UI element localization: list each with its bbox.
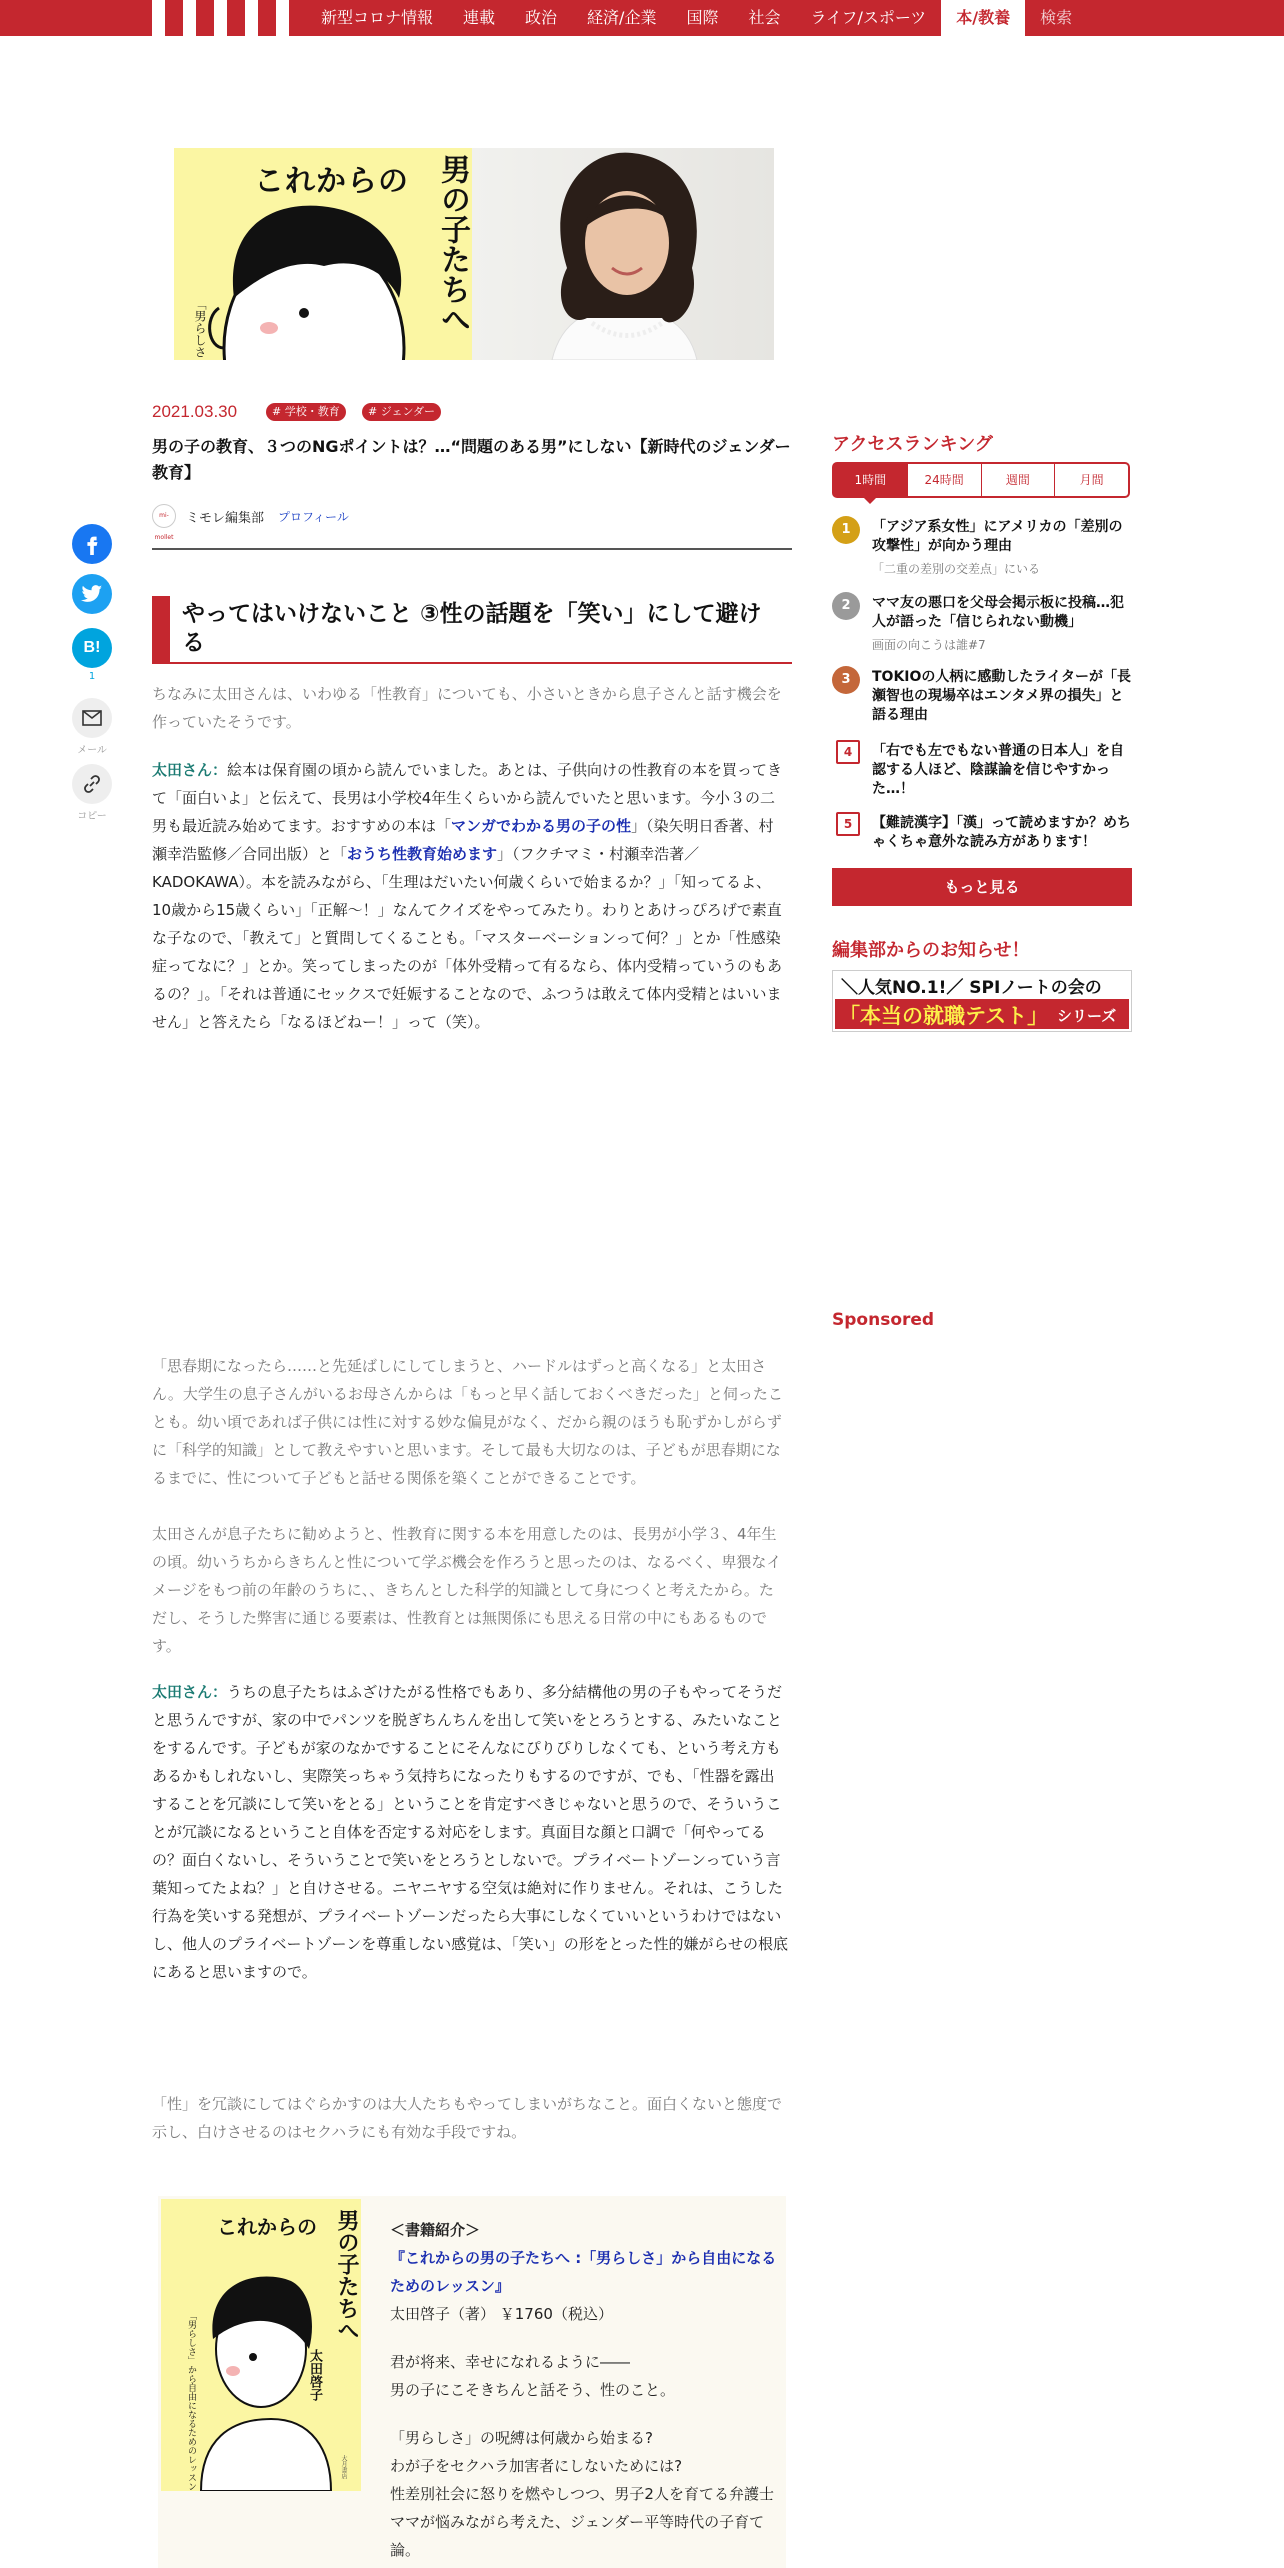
book-title-link[interactable]: 『これからの男の子たちへ :「男らしさ」から自由になるためのレッスン』	[390, 2249, 777, 2295]
share-facebook[interactable]	[70, 524, 114, 564]
book-cover-title-vertical: 男の子たちへ	[334, 2209, 359, 2341]
body-text: うちの息子たちはふざけたがる性格でもあり、多分結構他の男の子もやってそうだと思うんですが、家の中でパンツを脱ぎちんちんを出して笑いをとろうとする、みたいなことをするんです。子どもが家のなかですることにそんなにぴりぴりしなくても、という考え方もあるかもしれないし、実際笑っちゃう気持ちになったりもするのですが、でも、「性器を露出することを冗談にして笑いをとる」ということを肯定すべきじゃないと思うので、そういうことが冗談になるということ自体を否定する対応をします。真面目な顔と口調で「何やってるの？面白くないし、そういうことで笑いをとろうとしないで。プライベートゾーンっていう言葉知ってたよね？」と自けさせる。ニヤニヤする空気は絶対に作りません。それは、こうした行為を笑いする発想が、プライベートゾーンだったら大事にしなくていいというわけではないし、他人のプライベートゾーンを尊重しない感覚は、「笑い」の形をとった性的嫌がらせの根底にあると思いますので。	[152, 1683, 789, 1981]
speaker-label: 太田さん：	[152, 1683, 228, 1701]
section-heading-text: やってはいけないこと ③性の話題を「笑い」にして避ける	[182, 601, 762, 656]
ranking-item[interactable]	[832, 812, 1132, 858]
ranking-item-title[interactable]: TOKIOの人柄に感動したライターが「長瀬智也の現場卒はエンタメ界の損失」と語る理由	[872, 669, 1131, 723]
rank-number-badge: 5	[836, 812, 860, 836]
rank-gold-badge: 1	[832, 516, 860, 544]
tab-monthly[interactable]: 月間	[1054, 464, 1128, 496]
book-desc-1: 君が将来、幸せになれるように――	[390, 2353, 631, 2371]
ranking-item-title[interactable]: 【難読漢字】「漢」って読めますか？めちゃくちゃ意外な読み方があります！	[872, 815, 1131, 850]
body-paragraph-5	[152, 1678, 788, 1986]
book-link-ouchi[interactable]: おうち性教育始めます	[347, 845, 498, 863]
body-text: 」（フクチマミ・村瀬幸浩著／KADOKAWA）。本を読みながら、「生理はだいたい何歳くらいで始まるか？」「知ってるよ、10歳から15歳くらい」「正解～！」なんてクイズをやってみたり。わりとあけっぴろげで素直な子なので、「教えて」と質問してくることも。「マスターベーションって何？」とか「性感染症ってなに？」とか。笑ってしまったのが「体外受精って有るなら、体内受精っていうのもあるの？」。「それは普通にセックスで妊娠することなので、ふつうは敢えて体内受精とはいいません」と答えたら「なるほどねー！」って（笑）。	[152, 845, 783, 1031]
ranking-item-title[interactable]: 「右でも左でもない普通の日本人」を自認する人ほど、陰謀論を信じやすかった…！	[872, 743, 1124, 797]
nav-search[interactable]: 検索	[1040, 8, 1073, 27]
nav-menu	[306, 0, 1087, 36]
book-cover-title: これからの	[217, 2215, 317, 2239]
ranking-title: アクセスランキング	[832, 434, 993, 455]
ranking-item-sub: 画面の向こうは誰#7	[872, 638, 986, 652]
twitter-icon[interactable]	[72, 574, 112, 614]
rank-silver-badge: 2	[832, 592, 860, 620]
book-cover-publisher: 大月書店	[340, 2455, 347, 2479]
hero-illustration	[174, 148, 472, 360]
book-desc-5-text: 性差別社会に怒りを燃やしつつ、男子2人を育てる弁護士ママが悩みながら考えた、ジェンダー平等時代の子育て論。	[390, 2485, 774, 2559]
share-mail[interactable]	[70, 698, 114, 756]
ranking-tabs	[832, 462, 1130, 498]
title-divider	[152, 548, 792, 550]
nav-item-society[interactable]: 社会	[748, 8, 781, 27]
more-button[interactable]: もっと見る	[832, 868, 1132, 906]
share-twitter[interactable]	[70, 574, 114, 614]
book-heading: ＜書籍紹介＞	[390, 2221, 481, 2239]
hero-image	[174, 148, 774, 360]
rank-number-badge: 4	[836, 740, 860, 764]
tag-gender[interactable]: # ジェンダー	[362, 403, 441, 421]
tab-24hours[interactable]: 24時間	[907, 464, 981, 496]
mail-label: メール	[77, 745, 107, 756]
hero-subtitle: 「男らしさ	[193, 298, 207, 358]
ranking-item[interactable]	[832, 516, 1132, 576]
nav-item-politics[interactable]: 政治	[525, 8, 558, 27]
nav-item-books[interactable]: 本/教養	[941, 0, 1025, 36]
nav-item-international[interactable]: 国際	[686, 8, 719, 27]
nav-item-series[interactable]: 連載	[463, 8, 496, 27]
section-heading	[152, 596, 792, 664]
body-text: 絵本は保育園の頃から読んでいました。あとは、子供向けの性教育の本を買ってきて「面白いよ」と伝えて、長男は小学校4年生くらいから読んでいたと思います。今小３の二男も最近読み始めてます。おすすめの本は「	[152, 761, 783, 835]
banner-line-2: 「本当の就職テスト」	[839, 1004, 1049, 1028]
ranking-item-title[interactable]: ママ友の悪口を父母会掲示板に投稿…犯人が語った「信じられない動機」	[872, 595, 1124, 630]
nav-item-life-sports[interactable]: ライフ/スポーツ	[810, 8, 927, 27]
book-link-manga[interactable]: マンガでわかる男の子の性	[450, 817, 631, 835]
hero-title-vertical: 男の子たちへ	[435, 154, 470, 334]
book-intro-box	[158, 2196, 786, 2568]
spi-banner[interactable]	[832, 970, 1132, 1032]
banner-red-band	[835, 999, 1129, 1029]
hero-title: これからの	[254, 164, 409, 199]
book-desc-5	[390, 2480, 780, 2564]
body-paragraph-2	[152, 756, 788, 1036]
notice-title: 編集部からのお知らせ！	[832, 940, 1030, 961]
book-desc-4: わが子をセクハラ加害者にしないためには?	[390, 2457, 683, 2475]
body-text: 」（染矢明日香著、村瀬幸浩監修／合同出版）と「	[152, 817, 774, 863]
ranking-item-title[interactable]: 「アジア系女性」にアメリカの「差別の攻撃性」が向かう理由	[872, 519, 1123, 554]
ranking-item[interactable]	[832, 666, 1132, 730]
top-nav-bar	[0, 0, 1284, 36]
book-cover[interactable]	[161, 2199, 361, 2491]
tab-weekly[interactable]: 週間	[981, 464, 1055, 496]
body-paragraph-1: ちなみに太田さんは、いわゆる「性教育」についても、小さいときから息子さんと話す機会を作っていたそうです。	[152, 685, 782, 731]
link-icon[interactable]	[72, 764, 112, 804]
share-hatena[interactable]	[70, 628, 114, 682]
body-paragraph-4: 太田さんが息子たちに勧めようと、性教育に関する本を用意したのは、長男が小学３、4年生の頃。幼いうちからきちんと性について学ぶ機会を作ろうと思ったのは、なるべく、卑猥なイメージをもつ前の年齢のうちに、、きちんとした科学的知識として身につくと考えたから。ただし、そうした弊害に通じる要素は、性教育とは無関係にも思える日常の中にもあるものです。	[152, 1525, 782, 1655]
author-line	[152, 504, 349, 541]
sponsored-label: Sponsored	[832, 1310, 935, 1330]
hatena-bookmark-icon[interactable]: B!	[72, 628, 112, 668]
site-logo[interactable]	[152, 0, 290, 36]
rank-bronze-badge: 3	[832, 666, 860, 694]
author-photo	[472, 148, 774, 360]
speaker-label: 太田さん：	[152, 761, 228, 779]
tab-1hour[interactable]: 1時間	[834, 464, 907, 496]
ranking-item-sub: 「二重の差別の交差点」にいる	[872, 562, 1041, 576]
book-cover-author: 太田啓子	[307, 2349, 322, 2401]
article-date: 2021.03.30	[152, 402, 238, 421]
heading-accent-bar	[152, 596, 170, 662]
book-info: 太田啓子（著） ￥1760（税込）	[390, 2305, 613, 2323]
author-name: ミモレ編集部	[186, 510, 265, 526]
body-paragraph-3: 「思春期になったら……と先延ばしにしてしまうと、ハードルはずっと高くなる」と太田さん。大学生の息子さんがいるお母さんからは「もっと早く話しておくべきだった」と伺ったことも。幼い頃であれば子供には性に対する妙な偏見がなく、だから親のほうも恥ずかしがらずに「科学的知識」として教えやすいと思います。そして最も大切なのは、子どもが思春期になるまでに、性について子どもと話せる関係を築くことができることです。	[152, 1357, 783, 1487]
ranking-item[interactable]	[832, 740, 1132, 800]
share-copy[interactable]	[70, 764, 114, 822]
hatena-count: 1	[88, 671, 96, 682]
mail-icon[interactable]	[72, 698, 112, 738]
ranking-item[interactable]	[832, 592, 1132, 652]
article-title: 男の子の教育、３つのNGポイントは？…“問題のある男”にしない【新時代のジェンダー教育】	[152, 437, 791, 482]
profile-link[interactable]: プロフィール	[278, 509, 349, 524]
banner-line-3: シリーズ	[1057, 1007, 1117, 1025]
nav-item-economy[interactable]: 経済/企業	[587, 8, 657, 27]
tag-school-education[interactable]: # 学校・教育	[266, 403, 346, 421]
book-cover-subtitle: 「男らしさ」から自由になるためのレッスン	[186, 2311, 196, 2491]
book-desc-2: 男の子にこそきちんと話そう、性のこと。	[390, 2381, 676, 2399]
body-paragraph-6: 「性」を冗談にしてはぐらかすのは大人たちもやってしまいがちなこと。面白くないと態度で示し、白けさせるのはセクハラにも有効な手段ですね。	[152, 2095, 783, 2141]
banner-line-1: ＼人気NO.1!／ SPIノートの会の	[841, 978, 1102, 998]
nav-item-corona[interactable]: 新型コロナ情報	[321, 8, 434, 27]
author-avatar: mi-mollet	[152, 504, 176, 528]
copy-label: コピー	[77, 811, 107, 822]
facebook-icon[interactable]	[72, 524, 112, 564]
book-desc-3: 「男らしさ」の呪縛は何歳から始まる?	[390, 2429, 653, 2447]
